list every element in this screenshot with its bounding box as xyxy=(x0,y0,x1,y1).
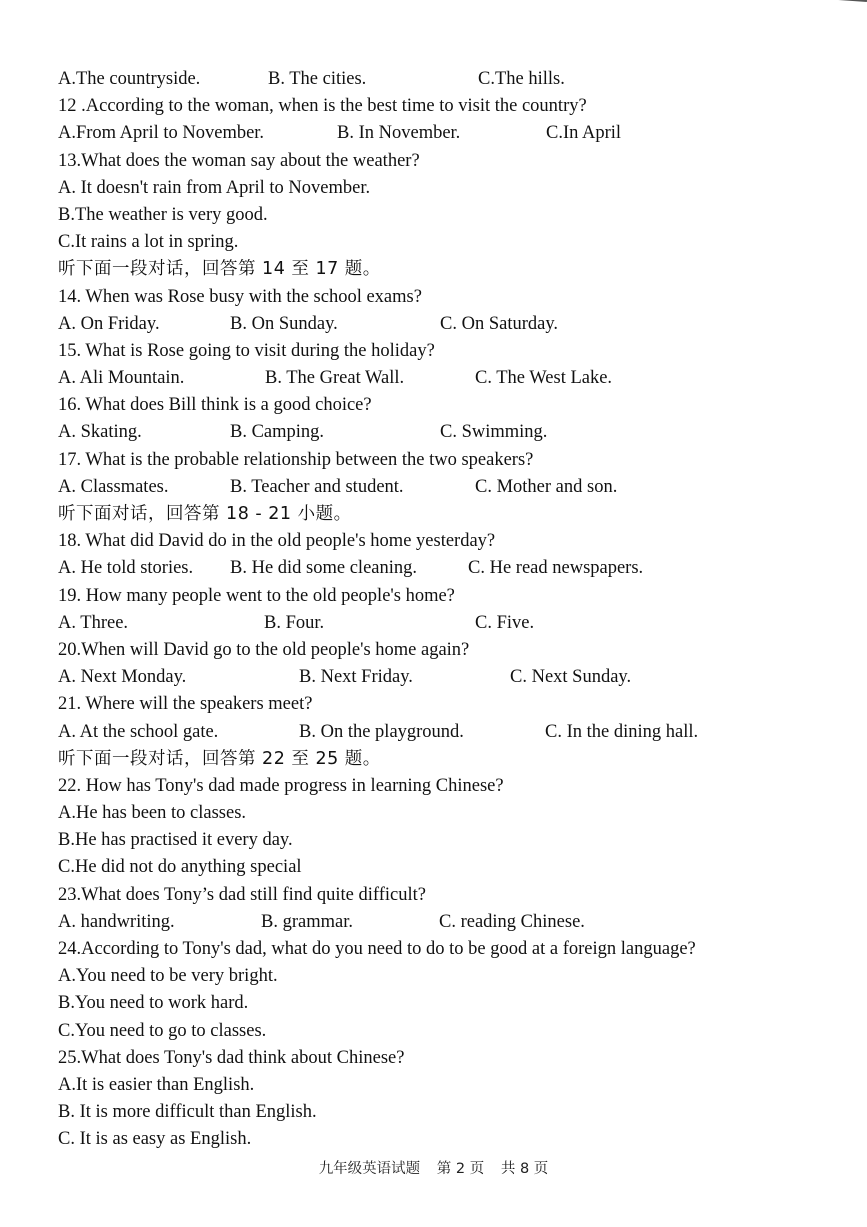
question-text: 24.According to Tony's dad, what do you need to do to be good at a foreign language? xyxy=(58,939,696,959)
answer-option: B. On the playground. xyxy=(299,721,464,742)
answer-option: A.The countryside. xyxy=(58,69,201,89)
answer-option: A.You need to be very bright. xyxy=(58,966,278,987)
answer-option: C. On Saturday. xyxy=(440,313,559,334)
answer-option: B.The weather is very good. xyxy=(58,204,268,225)
answer-option: B. It is more difficult than English. xyxy=(58,1102,317,1123)
answer-option: A. Three. xyxy=(58,612,129,633)
answer-option: A. It doesn't rain from April to November. xyxy=(58,177,371,198)
question-text: 17. What is the probable relationship between the two speakers? xyxy=(58,449,534,470)
exam-content xyxy=(58,66,838,1154)
answer-option: C. It is as easy as English. xyxy=(58,1129,252,1150)
question-text: 15. What is Rose going to visit during the holiday? xyxy=(58,340,435,361)
question-text: 18. What did David do in the old people's home yesterday? xyxy=(58,531,496,552)
section-instruction: 听下面对话，回答第 18 - 21 小题。 xyxy=(58,504,352,524)
answer-option: B. Teacher and student. xyxy=(230,476,404,497)
answer-option: B. In November. xyxy=(337,123,461,144)
answer-option: A. Classmates. xyxy=(58,476,169,497)
question-text: 23.What does Tony’s dad still find quite difficult? xyxy=(58,884,426,905)
answer-options-row xyxy=(58,419,838,446)
question-text: 20.When will David go to the old people's home again? xyxy=(58,639,470,660)
answer-option: C.You need to go to classes. xyxy=(58,1020,267,1041)
answer-options-row xyxy=(58,610,838,637)
answer-option: C. The West Lake. xyxy=(475,368,613,389)
answer-option: C.It rains a lot in spring. xyxy=(58,232,239,253)
answer-option: B. The Great Wall. xyxy=(265,368,405,389)
answer-option: A. He told stories. xyxy=(58,558,194,579)
answer-option: B. The cities. xyxy=(268,69,367,89)
question-text: 16. What does Bill think is a good choice? xyxy=(58,395,372,416)
answer-option: B. On Sunday. xyxy=(230,313,338,334)
question-text: 21. Where will the speakers meet? xyxy=(58,694,313,715)
answer-option: B. Camping. xyxy=(230,422,325,443)
answer-option: C. He read newspapers. xyxy=(468,558,644,579)
answer-option: A. On Friday. xyxy=(58,313,160,334)
answer-option: A. Skating. xyxy=(58,422,142,443)
answer-options-row xyxy=(58,719,838,746)
page-footer xyxy=(0,1157,867,1178)
question-text: 19. How many people went to the old people's home? xyxy=(58,585,455,606)
answer-option: C. Next Sunday. xyxy=(510,667,632,688)
answer-option: A. Next Monday. xyxy=(58,667,187,688)
answer-options-row xyxy=(58,664,838,691)
question-text: 22. How has Tony's dad made progress in learning Chinese? xyxy=(58,775,504,796)
answer-option: C. In the dining hall. xyxy=(545,721,699,742)
question-text: 25.What does Tony's dad think about Chinese? xyxy=(58,1047,405,1068)
answer-options-row xyxy=(58,311,838,338)
scan-edge-mark xyxy=(797,0,867,8)
answer-option: C.In April xyxy=(546,123,622,144)
answer-option: A.From April to November. xyxy=(58,123,265,144)
answer-option: C.He did not do anything special xyxy=(58,857,302,878)
question-text: 12 .According to the woman, when is the best time to visit the country? xyxy=(58,96,587,117)
answer-option: B. Next Friday. xyxy=(299,667,413,688)
answer-option: B. He did some cleaning. xyxy=(230,558,418,579)
answer-option: A. At the school gate. xyxy=(58,721,219,742)
footer-total-pages: 共 8 页 xyxy=(500,1161,549,1177)
footer-page-number: 第 2 页 xyxy=(436,1161,485,1177)
answer-option: C. Five. xyxy=(475,612,535,633)
answer-options-row xyxy=(58,120,838,147)
answer-option: C. Swimming. xyxy=(440,422,548,443)
answer-option: B. grammar. xyxy=(261,911,353,932)
answer-option: B. Four. xyxy=(264,612,325,633)
answer-option: A.He has been to classes. xyxy=(58,803,247,824)
section-instruction: 听下面一段对话，回答第 14 至 17 题。 xyxy=(58,259,381,280)
answer-options-row xyxy=(58,909,838,936)
footer-title: 九年级英语试题 xyxy=(318,1161,421,1177)
question-text: 13.What does the woman say about the weather? xyxy=(58,150,420,171)
answer-options-row xyxy=(58,555,838,582)
answer-option: B.He has practised it every day. xyxy=(58,830,293,851)
answer-option: A. handwriting. xyxy=(58,911,175,932)
section-instruction: 听下面一段对话，回答第 22 至 25 题。 xyxy=(58,748,381,769)
answer-option: A. Ali Mountain. xyxy=(58,368,185,389)
answer-option: C. reading Chinese. xyxy=(439,911,585,932)
answer-option: A.It is easier than English. xyxy=(58,1074,255,1095)
answer-options-row xyxy=(58,365,838,392)
question-text: 14. When was Rose busy with the school exams? xyxy=(58,286,422,307)
answer-options-row xyxy=(58,474,838,501)
answer-options-row xyxy=(58,66,838,93)
answer-option: C. Mother and son. xyxy=(475,476,618,497)
answer-option: B.You need to work hard. xyxy=(58,993,249,1014)
answer-option: C.The hills. xyxy=(478,69,565,89)
